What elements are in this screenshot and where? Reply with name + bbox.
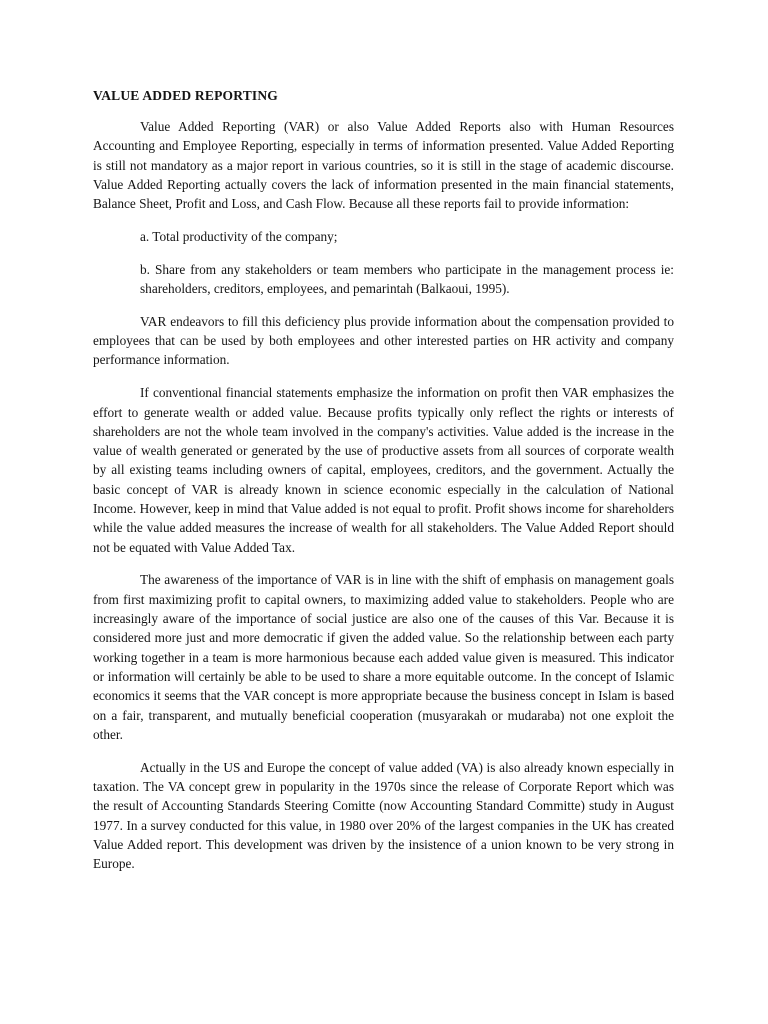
paragraph-us-europe: Actually in the US and Europe the concept of value added (VA) is also already known especially in taxation. The VA concept grew in popularity in the 1970s since the release of Corporate Report which was the result of Accounting Standards Steering Comitte (now Accounting Standard Committe) study in August 1977. In a survey conducted for this value, in 1980 over 20% of the largest companies in the UK has created Value Added report. This development was driven by the insistence of a union known to be very strong in Europe. (93, 759, 674, 872)
paragraph-intro: Value Added Reporting (VAR) or also Value Added Reports also with Human Resources Accounting and Employee Reporting, especially in terms of information presented. Value Added Reporting is still not mandatory as a major report in various countries, so it is still in the stage of academic discourse. Value Added Reporting actually covers the lack of information presented in the main financial statements, Balance Sheet, Profit and Loss, and Cash Flow. Because all these reports fail to provide information: (93, 119, 674, 212)
paragraph-awareness: The awareness of the importance of VAR is in line with the shift of emphasis on management goals from first maximizing profit to capital owners, to maximizing added value to stakeholders. People who are increasingly aware of the importance of social justice are also one of the causes of this Var. Because it is considered more just and more democratic if given the added value. So the relationship between each party working together in a team is more harmonious because each added value given is measured. This indicator or information will certainly be able to be used to share a more equitable outcome. In the concept of Islamic economics it seems that the VAR concept is more appropriate because the business concept in Islam is based on a fair, transparent, and mutually beneficial cooperation (musyarakah or mudaraba) not one exploit the other. (93, 572, 674, 742)
list-item-b: b. Share from any stakeholders or team members who participate in the management process ie: shareholders, creditors, employees, and pemarintah (Balkaoui, 1995). (140, 261, 674, 297)
document-title: VALUE ADDED REPORTING (93, 88, 279, 103)
list-item-a: a. Total productivity of the company; (140, 228, 338, 244)
paragraph-var-endeavors: VAR endeavors to fill this deficiency plus provide information about the compensation provided to employees that can be used by both employees and other interested parties on HR activity and company performance information. (93, 313, 674, 368)
paragraph-conventional-statements: If conventional financial statements emphasize the information on profit then VAR emphasizes the effort to generate wealth or added value. Because profits typically only reflect the rights or interests of shareholders are not the whole team involved in the company's activities. Value added is the increase in the value of wealth generated or generated by the use of productive assets from all sources of corporate wealth by all existing teams including owners of capital, employees, creditors, and the government. Actually the basic concept of VAR is already known in science economic especially in the calculation of National Income. However, keep in mind that Value added is not equal to profit. Profit shows income for shareholders while the value added measures the increase of wealth for all stakeholders. The Value Added Report should not be equated with Value Added Tax. (93, 385, 674, 555)
document-body (93, 86, 674, 887)
